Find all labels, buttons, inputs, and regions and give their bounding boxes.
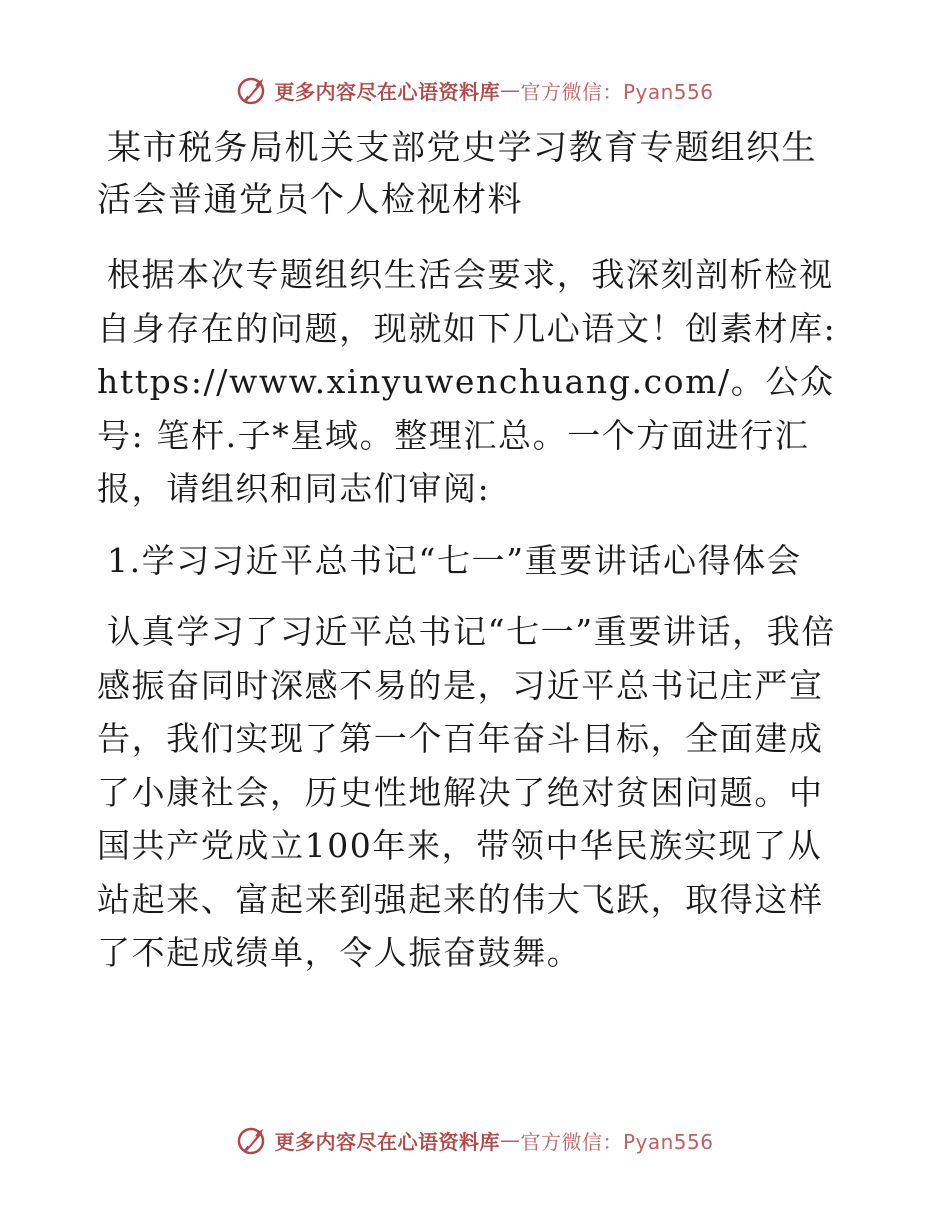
footer-banner-separator: — xyxy=(499,1128,521,1152)
header-banner-brand: 更多内容尽在心语资料库 xyxy=(274,79,500,104)
header-banner-contact: 官方微信：Pyan556 xyxy=(520,79,714,104)
document-title: 某市税务局机关支部党史学习教育专题组织生活会普通党员个人检视材料 xyxy=(97,128,817,220)
header-banner xyxy=(0,70,950,110)
quill-pen-logo-icon xyxy=(236,74,268,106)
header-banner-separator: — xyxy=(499,78,521,102)
quill-pen-logo-icon xyxy=(236,1124,268,1156)
footer-banner xyxy=(0,1120,950,1160)
footer-banner-contact: 官方微信：Pyan556 xyxy=(520,1129,714,1154)
footer-banner-brand: 更多内容尽在心语资料库 xyxy=(274,1129,500,1154)
section-1-paragraph: 认真学习了习近平总书记“七一”重要讲话，我倍感振奋同时深感不易的是，习近平总书记庄严宣告，我们实现了第一个百年奋斗目标，全面建成了小康社会，历史性地解决了绝对贫困问题。中国共产党成立100年来，带领中华民族实现了从站起来、富起来到强起来的伟大飞跃，取得这样了不起成绩单，令人振奋鼓舞。 xyxy=(97,612,836,972)
document-body xyxy=(97,122,852,998)
intro-paragraph: 根据本次专题组织生活会要求，我深刻剖析检视自身存在的问题，现就如下几心语文！创素材库: https://www.xinyuwenchuang.com/。公众号: 笔杆.子*星域。整理汇总。一个方面进行汇报，请组织和同志们审阅: xyxy=(97,255,837,508)
section-1-heading: 1.学习习近平总书记“七一”重要讲话心得体会 xyxy=(107,540,802,580)
